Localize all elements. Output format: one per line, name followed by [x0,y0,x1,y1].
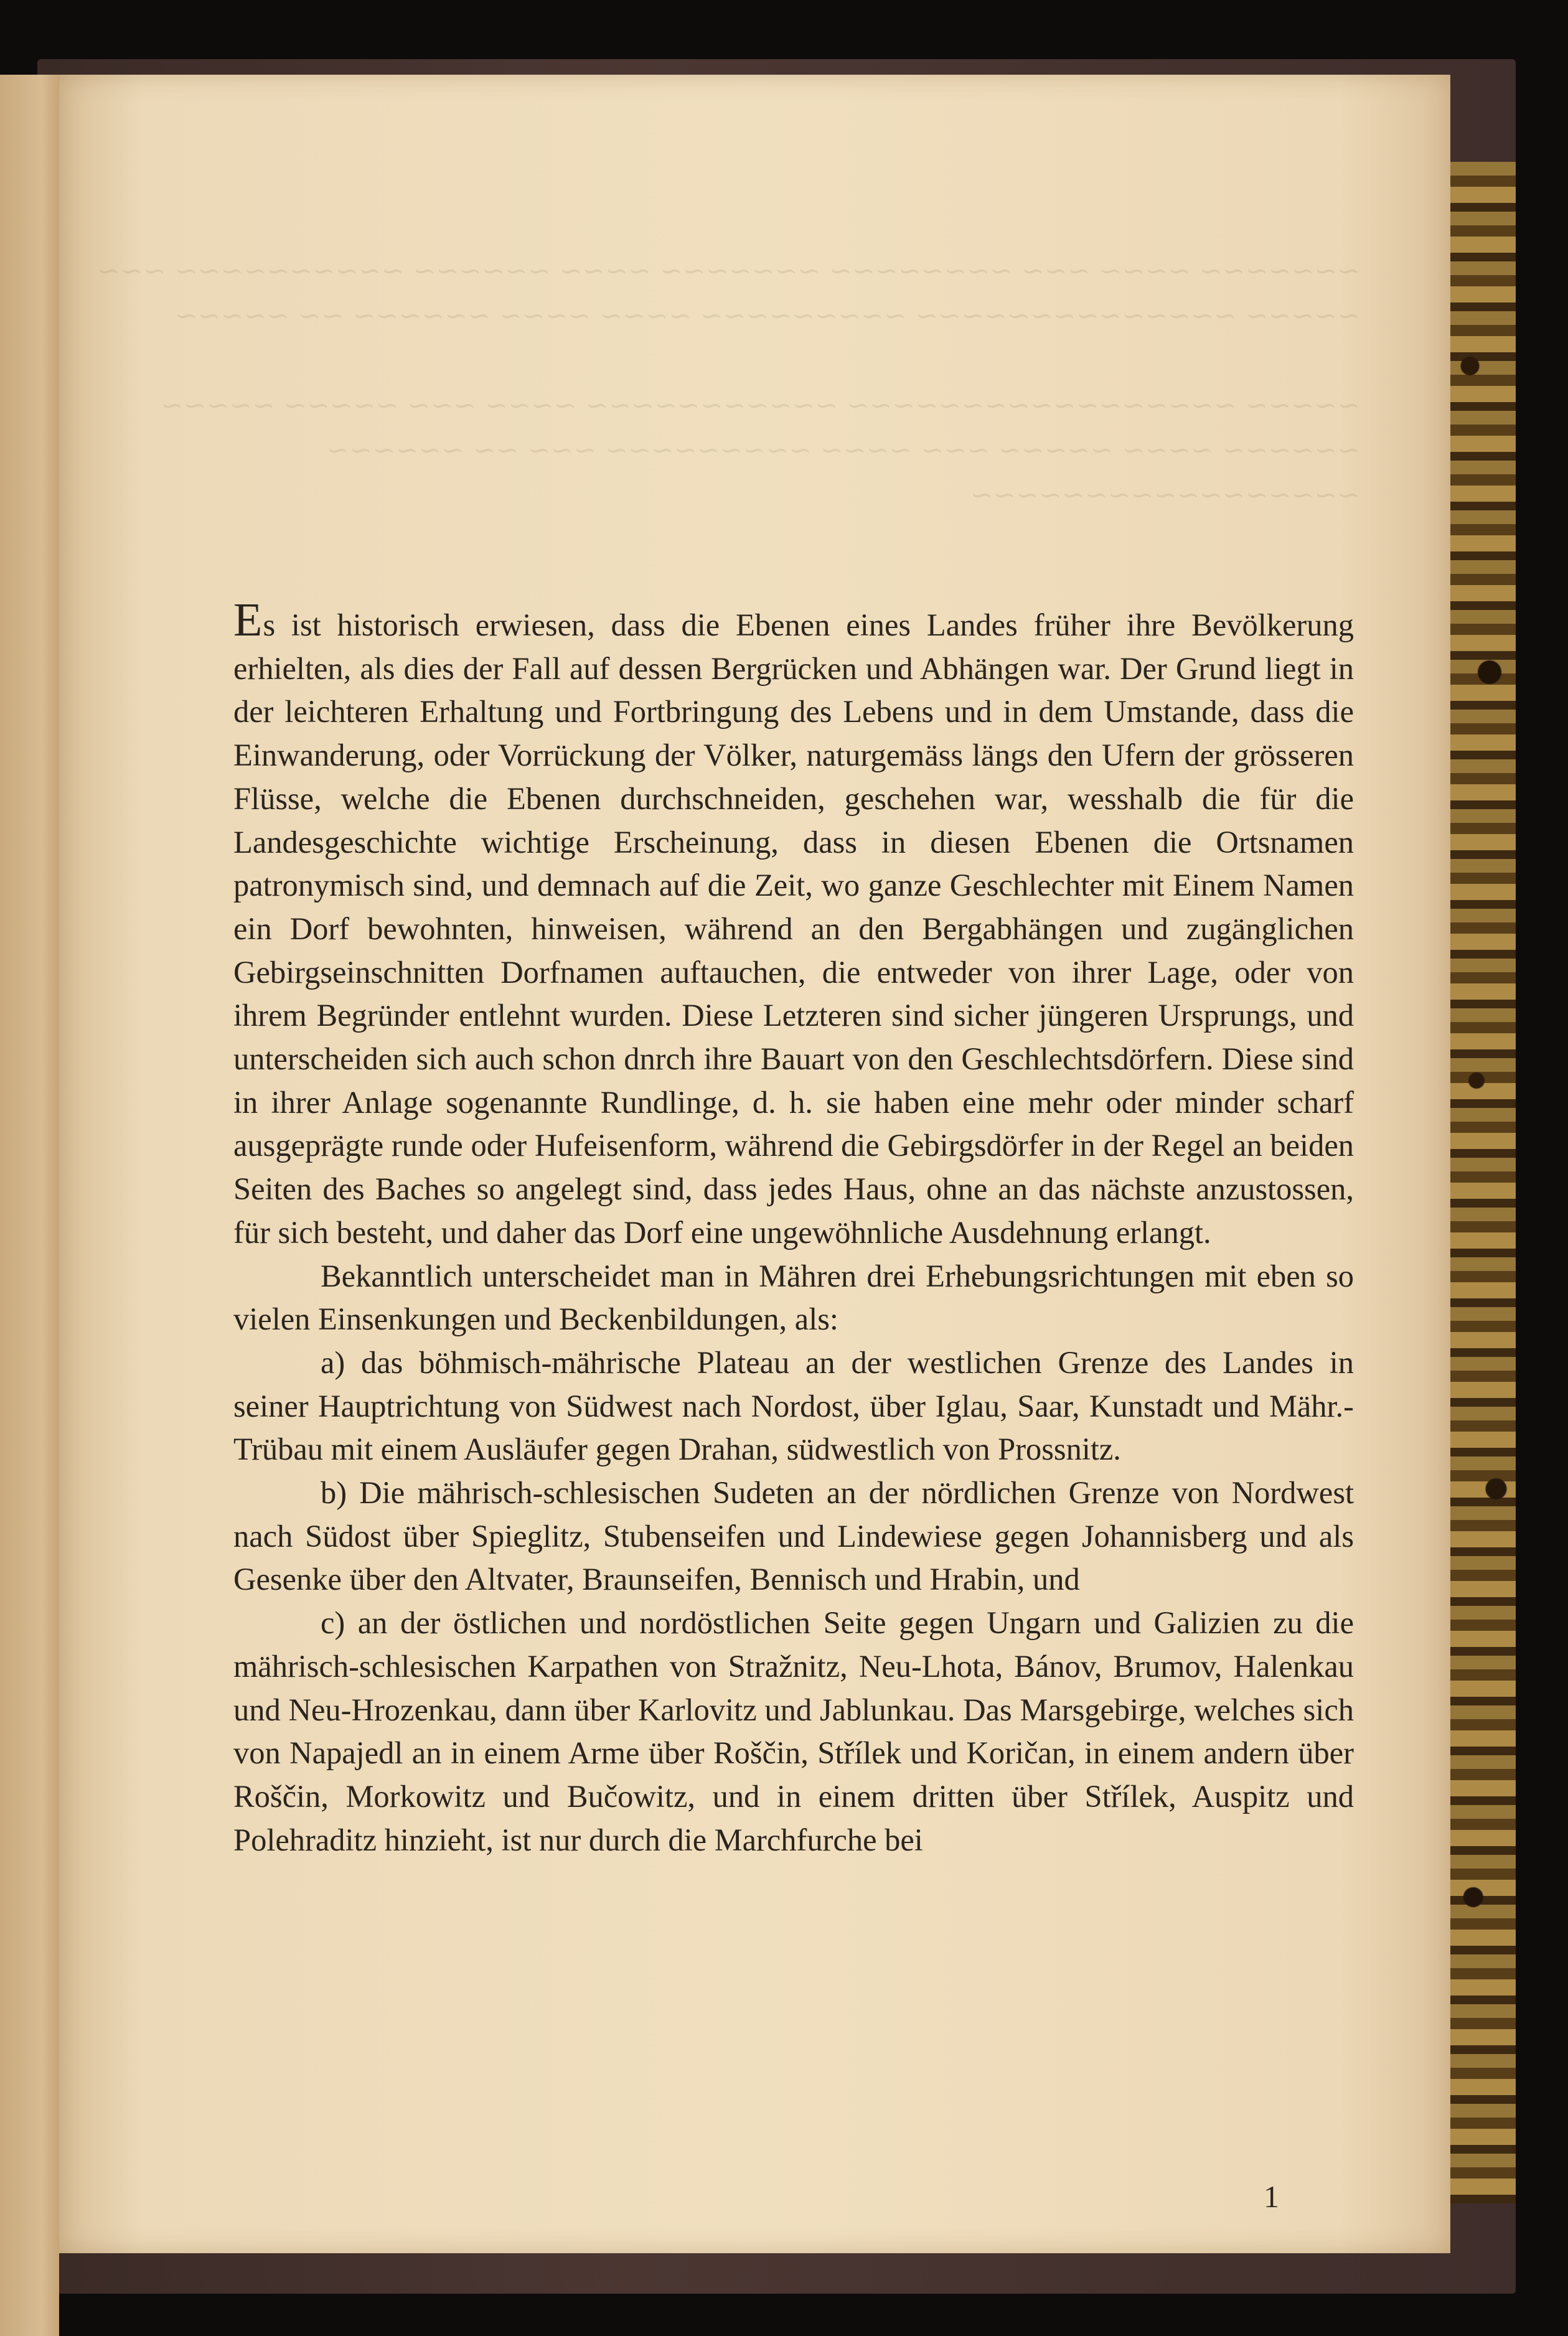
paragraph-1 [233,594,1354,1255]
book-page [59,75,1450,2253]
paragraph-1-text: s ist historisch erwiesen, dass die Ebenen eines Landes früher ihre Bevölkerung erhielten, als dies der Fall auf dessen Bergrücken und Abhängen war. Der Grund liegt in der leichteren Erhaltung und Fortbringung des Lebens und in dem Umstande, dass die Einwanderung, oder Vorrückung der Völker, naturgemäss längs den Ufern der grösseren Flüsse, welche die Ebenen durchschneiden, geschehen war, wesshalb die für die Landesgeschichte wichtige Erscheinung, dass in diesen Ebenen die Ortsnamen patronymisch sind, und demnach auf die Zeit, wo ganze Geschlechter mit Einem Namen ein Dorf bewohnten, hinweisen, während an den Bergabhängen und zugänglichen Gebirgseinschnitten Dorfnamen auftauchen, die entweder von ihrer Lage, oder von ihrem Begründer entlehnt wurden. Diese Letzteren sind sicher jüngeren Ursprungs, und unterscheiden sich auch schon dnrch ihre Bauart von den Geschlechtsdörfern. Diese sind in ihrer Anlage sogenannte Rundlinge, d. h. sie haben eine mehr oder minder scharf ausgeprägte runde oder Hufeisenform, während die Gebirgsdörfer in der Regel an beiden Seiten des Baches so angelegt sind, dass jedes Haus, ohne an das nächste anzustossen, für sich besteht, und daher das Dorf eine ungewöhnliche Ausdehnung erlangt. [233,607,1354,1250]
paragraph-5-item-c: c) an der östlichen und nordöstlichen Seite gegen Ungarn und Galizien zu die mährisch-schlesischen Karpathen von Stražnitz, Neu-Lhota, Bánov, Brumov, Halenkau und Neu-Hrozenkau, dann über Karlovitz und Jablunkau. Das Marsgebirge, welches sich von Napajedl an in einem Arme über Roščin, Střílek und Koričan, in einem andern über Roščin, Morkowitz und Bučowitz, und in einem dritten über Střílek, Auspitz und Polehraditz hinzieht, ist nur durch die Marchfurche bei [233,1605,1354,1857]
body-text [233,594,1354,1862]
paragraph-4-item-b: b) Die mährisch-schlesischen Sudeten an der nördlichen Grenze von Nordwest nach Südost über Spieglitz, Stubenseifen und Lindewiese gegen Johannisberg und als Gesenke über den Altvater, Braunseifen, Bennisch und Hrabin, und [233,1475,1354,1597]
page-number: 1 [1264,2179,1279,2214]
drop-cap: E [233,594,263,646]
paragraph-3-item-a: a) das böhmisch-mährische Plateau an der westlichen Grenze des Landes in seiner Hauptrichtung von Südwest nach Nordost, über Iglau, Saar, Kunstadt und Mähr.-Trübau mit einem Ausläufer gegen Drahan, südwestlich von Prossnitz. [233,1344,1354,1467]
facing-page-edge [0,75,59,2336]
paragraph-2: Bekanntlich unterscheidet man in Mähren drei Erhebungsrichtungen mit eben so vielen Einsenkungen und Beckenbildungen, als: [233,1258,1354,1337]
marbled-endpaper-edge [1450,162,1516,2203]
bleed-through-texture: ~~~~~~~ ~~~~ ~~~ ~~~~~~~~ ~~~~~~~ ~~~~ ~~~~~~ ~~~~~~~~~~ ~~~ ~~~~~ ~~~~~~~~~~~~~~ ~~~~~~~~~ ~~~~ ~~~~ ~~~~~~ ~~ ~~~~~ ~~~~~ ~~~~~~~~~~~~~~~~~ ~~~~~~~~~~~ ~~~~ ~~~ ~~~~~ ~~~~~ ~~~~~~ ~~~~ ~~~~~ ~~~ ~~~~ ~~~~~~~~~ ~~~ ~~ ~~~~~~ ~~~~~~~~~~~~~~~~~ [97,255,1360,511]
